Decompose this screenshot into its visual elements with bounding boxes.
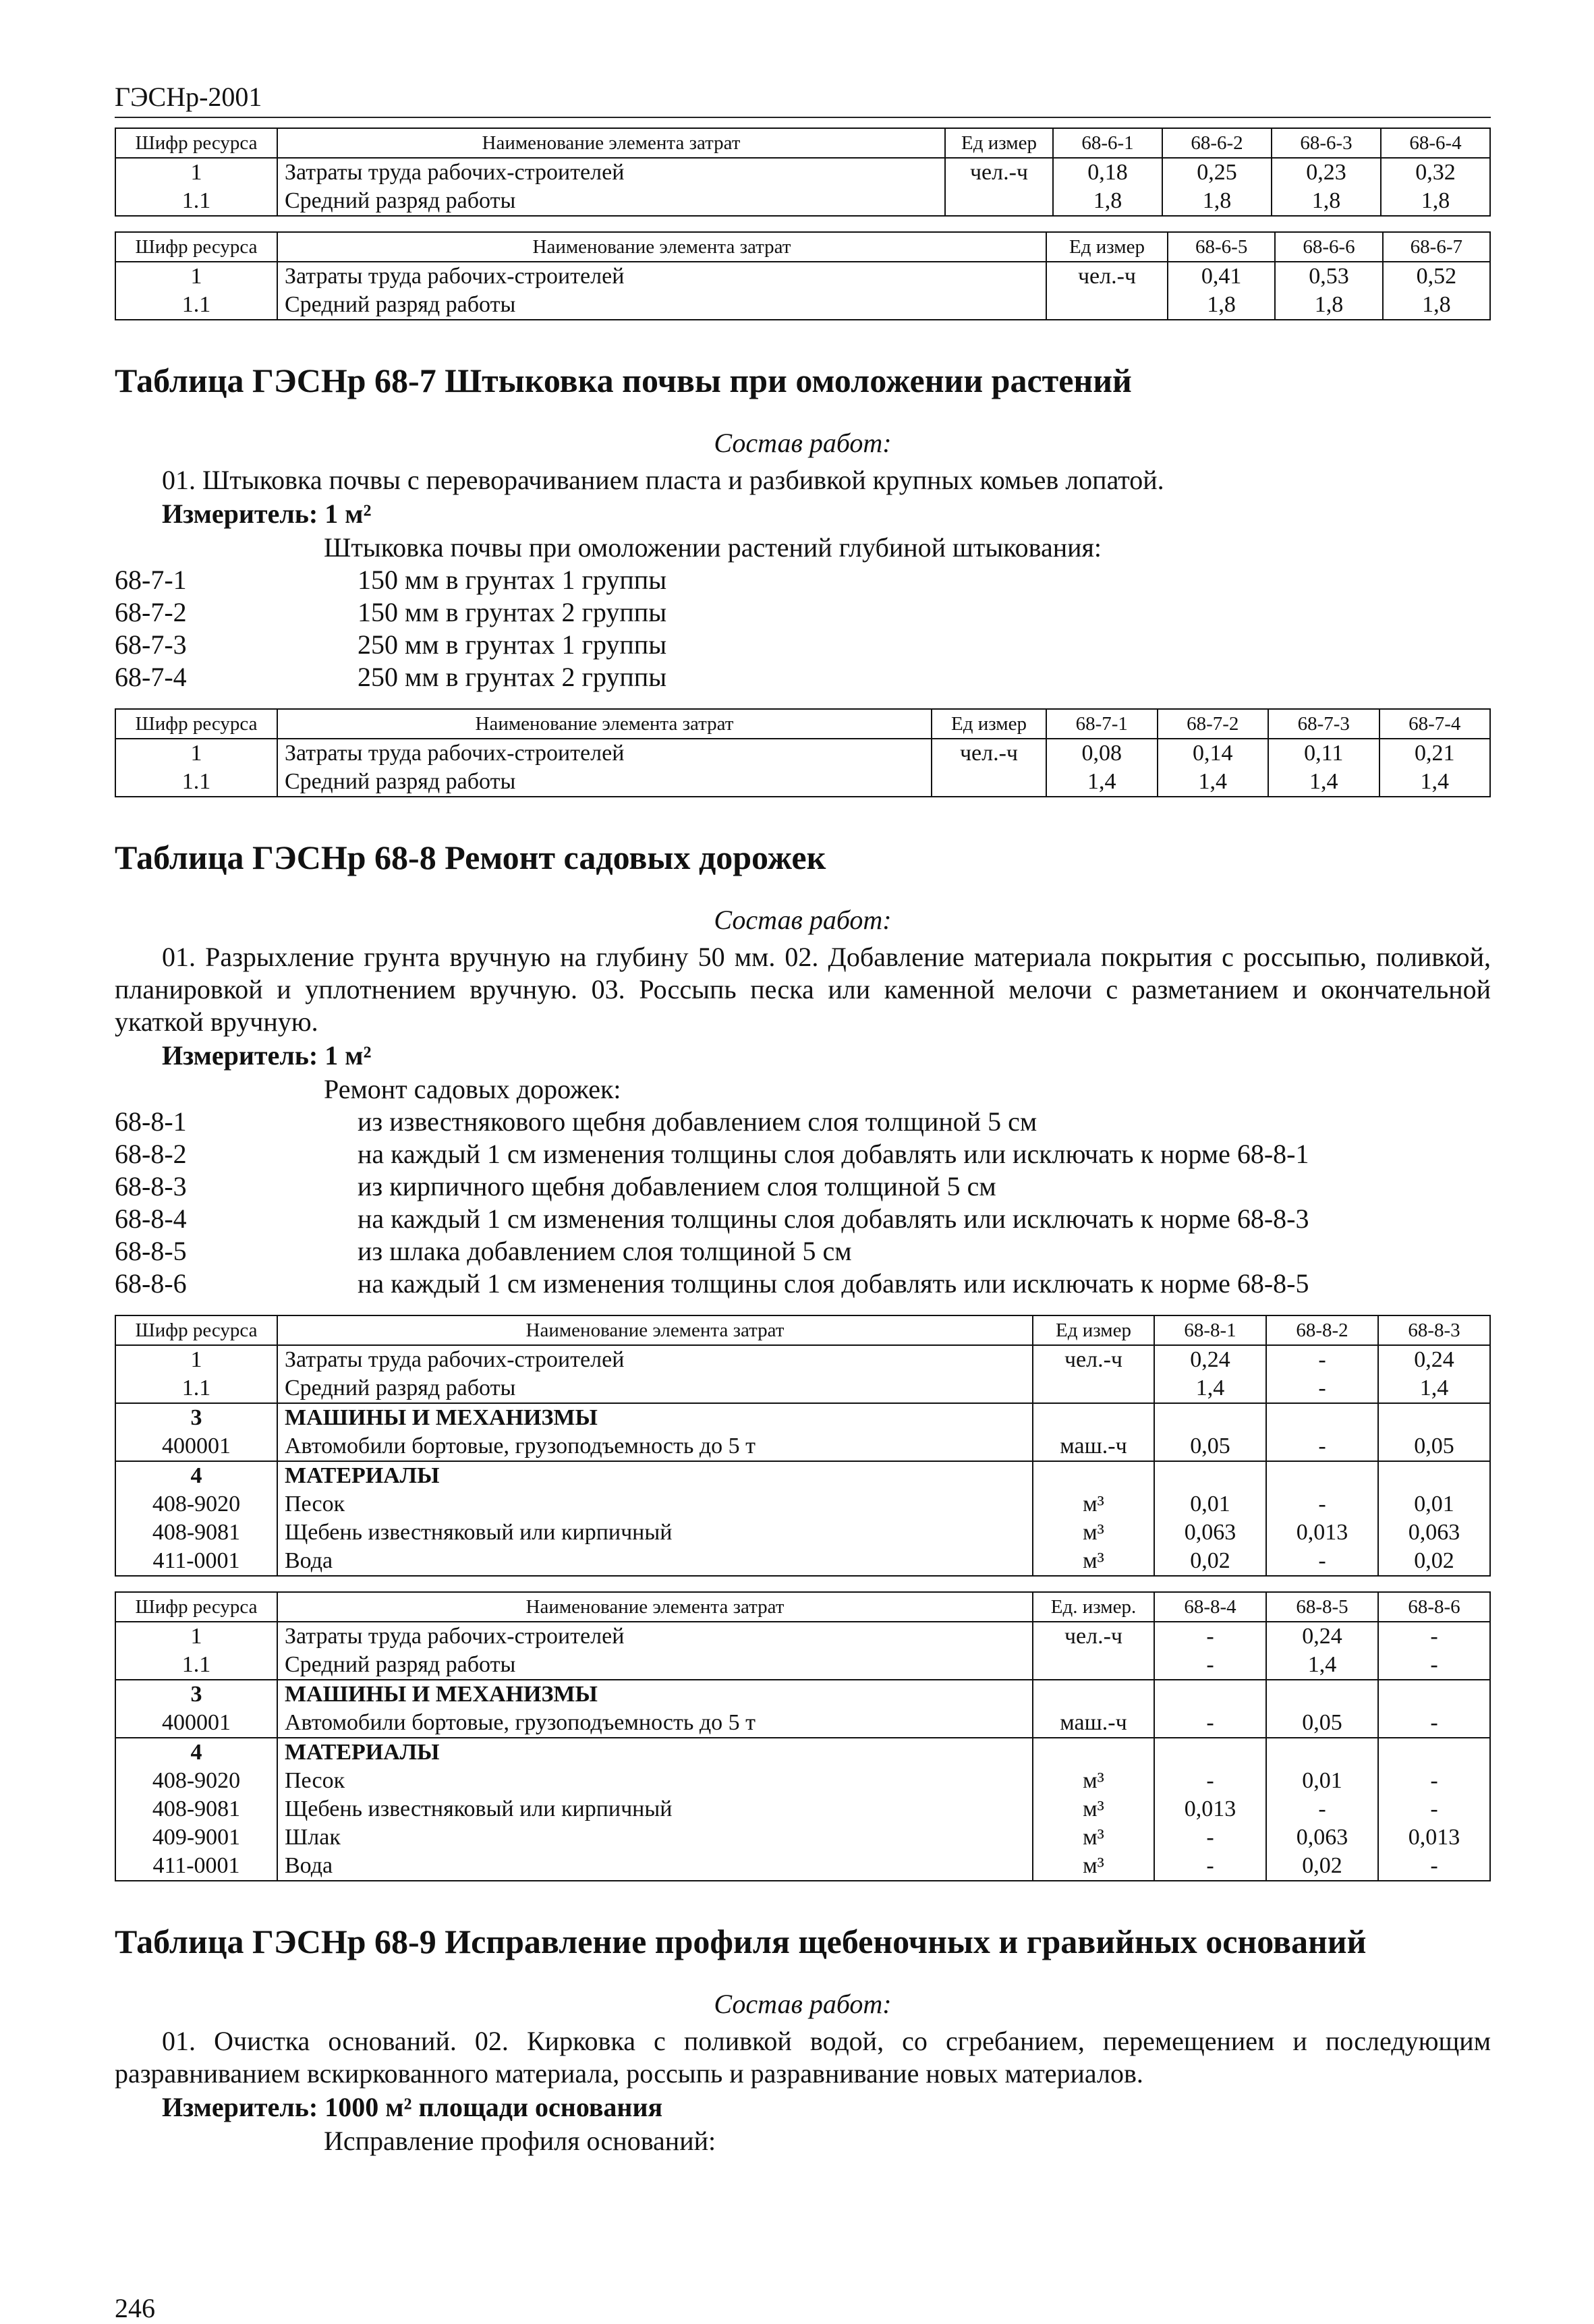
cell: Песок: [277, 1767, 1033, 1795]
cell: 0,02: [1154, 1547, 1266, 1576]
cell: 1.1: [115, 187, 277, 216]
cell: [1046, 291, 1168, 320]
cell: Средний разряд работы: [277, 1374, 1033, 1403]
cell: [1378, 1680, 1490, 1709]
header-cell: Наименование элемента затрат: [277, 128, 945, 158]
cell: 1,4: [1046, 768, 1158, 797]
cell: 1,4: [1266, 1651, 1378, 1680]
cell: 1,4: [1378, 1374, 1490, 1403]
norm-list-lead: Ремонт садовых дорожек:: [324, 1074, 621, 1104]
work-description: 01. Очистка оснований. 02. Кирковка с поливкой водой, со сгребанием, перемещением и последующим разравниванием вскиркованного материала, россыпь и разравнивание новых материалов.: [115, 2026, 1491, 2089]
cell: 0,013: [1266, 1519, 1378, 1547]
cell: [1266, 1403, 1378, 1432]
cell: 0,14: [1158, 739, 1269, 768]
section-title-68-7: Таблица ГЭСНр 68-7 Штыковка почвы при омоложении растений: [115, 362, 1132, 399]
cell: 0,21: [1379, 739, 1491, 768]
header-cell: Шифр ресурса: [115, 128, 277, 158]
header-cell: Наименование элемента затрат: [277, 232, 1046, 262]
cell: -: [1378, 1709, 1490, 1738]
table-68-6-b: [115, 231, 1491, 320]
norm-code: 68-7-1: [115, 565, 187, 595]
cell: 0,01: [1378, 1490, 1490, 1519]
cell: Вода: [277, 1547, 1033, 1576]
cell: 0,013: [1378, 1823, 1490, 1852]
norm-desc: из кирпичного щебня добавлением слоя толщиной 5 см: [358, 1171, 996, 1201]
cell: 0,24: [1154, 1345, 1266, 1374]
cell: [1378, 1403, 1490, 1432]
measure-value: 1000 м² площади основания: [324, 2092, 663, 2122]
cell: [945, 187, 1053, 216]
cell: 0,013: [1154, 1795, 1266, 1823]
header-cell: 68-6-1: [1053, 128, 1162, 158]
cell: Шлак: [277, 1823, 1033, 1852]
header-cell: Наименование элемента затрат: [277, 709, 932, 739]
cell: 0,25: [1162, 158, 1272, 187]
cell: 0,02: [1266, 1852, 1378, 1881]
cell: -: [1154, 1709, 1266, 1738]
cell: м³: [1033, 1852, 1154, 1881]
cell: 1,8: [1275, 291, 1382, 320]
cell: -: [1154, 1622, 1266, 1651]
header-cell: Шифр ресурса: [115, 1592, 277, 1622]
measure-label: Измеритель:: [162, 2092, 318, 2122]
cell: 0,08: [1046, 739, 1158, 768]
section-title-68-9: Таблица ГЭСНр 68-9 Исправление профиля щебеночных и гравийных оснований: [115, 1923, 1367, 1960]
cell: [1033, 1651, 1154, 1680]
cell: Песок: [277, 1490, 1033, 1519]
cell: 408-9020: [115, 1490, 277, 1519]
cell: Щебень известняковый или кирпичный: [277, 1795, 1033, 1823]
cell: [1266, 1738, 1378, 1767]
cell: 1,8: [1272, 187, 1381, 216]
cell: [1033, 1403, 1154, 1432]
norm-code: 68-7-4: [115, 662, 187, 692]
cell: [1378, 1461, 1490, 1490]
table-row: [115, 291, 1490, 320]
table-68-8-a: [115, 1315, 1491, 1577]
table-row: [115, 1738, 1490, 1767]
header-cell: 68-7-4: [1379, 709, 1491, 739]
cell: Вода: [277, 1852, 1033, 1881]
cell: 0,24: [1266, 1622, 1378, 1651]
cell: [1154, 1738, 1266, 1767]
norm-code: 68-7-3: [115, 629, 187, 660]
norm-list-item: [115, 629, 1491, 661]
header-cell: Наименование элемента затрат: [277, 1592, 1033, 1622]
table-row: [115, 1709, 1490, 1738]
cell: 1,4: [1158, 768, 1269, 797]
page-number: 246: [115, 2293, 155, 2323]
norm-code: 68-8-4: [115, 1203, 187, 1234]
cell: Затраты труда рабочих-строителей: [277, 1345, 1033, 1374]
header-cell: 68-8-6: [1378, 1592, 1490, 1622]
cell: 1: [115, 739, 277, 768]
cell: 0,11: [1268, 739, 1379, 768]
cell: 0,05: [1154, 1432, 1266, 1461]
cell: 0,05: [1266, 1709, 1378, 1738]
cell: 0,32: [1381, 158, 1490, 187]
cell: 1.1: [115, 768, 277, 797]
cell: [1033, 1461, 1154, 1490]
cell: -: [1154, 1767, 1266, 1795]
header-cell: Ед измер: [1046, 232, 1168, 262]
table-row: [115, 1823, 1490, 1852]
cell: -: [1266, 1547, 1378, 1576]
norm-list-item: [115, 1138, 1491, 1170]
cell: МАТЕРИАЛЫ: [277, 1738, 1033, 1767]
cell: 1.1: [115, 1651, 277, 1680]
cell: 411-0001: [115, 1547, 277, 1576]
cell: [1378, 1738, 1490, 1767]
table-68-6-a: [115, 127, 1491, 217]
running-header: ГЭСНр-2001: [115, 81, 1491, 118]
norm-desc: из шлака добавлением слоя толщиной 5 см: [358, 1236, 852, 1266]
cell: 1,4: [1379, 768, 1491, 797]
cell: -: [1378, 1767, 1490, 1795]
table-row: [115, 1651, 1490, 1680]
norm-code: 68-8-1: [115, 1106, 187, 1137]
cell: Автомобили бортовые, грузоподъемность до 5 т: [277, 1709, 1033, 1738]
cell: -: [1154, 1823, 1266, 1852]
measure-line: [162, 498, 1491, 530]
cell: -: [1378, 1795, 1490, 1823]
cell: -: [1378, 1852, 1490, 1881]
table-row: [115, 1432, 1490, 1461]
cell: м³: [1033, 1795, 1154, 1823]
cell: 0,41: [1168, 262, 1275, 291]
cell: Средний разряд работы: [277, 187, 945, 216]
cell: 0,05: [1378, 1432, 1490, 1461]
cell: 0,18: [1053, 158, 1162, 187]
table-row: [115, 1374, 1490, 1403]
header-cell: Наименование элемента затрат: [277, 1315, 1033, 1345]
norm-desc: на каждый 1 см изменения толщины слоя добавлять или исключать к норме 68-8-5: [358, 1268, 1309, 1299]
cell: 1,4: [1268, 768, 1379, 797]
cell: 3: [115, 1680, 277, 1709]
header-cell: Ед измер: [1033, 1315, 1154, 1345]
cell: МАШИНЫ И МЕХАНИЗМЫ: [277, 1403, 1033, 1432]
norm-list-item: [115, 1268, 1491, 1300]
cell: [932, 768, 1046, 797]
table-row: [115, 739, 1490, 768]
header-cell: 68-8-5: [1266, 1592, 1378, 1622]
cell: -: [1154, 1852, 1266, 1881]
cell: м³: [1033, 1490, 1154, 1519]
header-cell: 68-7-3: [1268, 709, 1379, 739]
header-cell: 68-7-1: [1046, 709, 1158, 739]
cell: -: [1378, 1622, 1490, 1651]
table-row: [115, 1622, 1490, 1651]
cell: 4: [115, 1461, 277, 1490]
cell: 0,24: [1378, 1345, 1490, 1374]
norm-list-item: [115, 1203, 1491, 1235]
norm-code: 68-8-5: [115, 1236, 187, 1266]
document-page: [115, 81, 1491, 2324]
header-cell: Ед измер: [945, 128, 1053, 158]
norm-list-item: [115, 1106, 1491, 1138]
cell: маш.-ч: [1033, 1709, 1154, 1738]
cell: Затраты труда рабочих-строителей: [277, 262, 1046, 291]
cell: 1,8: [1383, 291, 1490, 320]
header-cell: 68-6-3: [1272, 128, 1381, 158]
cell: 0,53: [1275, 262, 1382, 291]
cell: 0,063: [1378, 1519, 1490, 1547]
cell: 1,8: [1053, 187, 1162, 216]
norm-code: 68-7-2: [115, 597, 187, 627]
sostav-label: Состав работ:: [714, 1989, 892, 2019]
work-description: 01. Штыковка почвы с переворачиванием пласта и разбивкой крупных комьев лопатой.: [162, 465, 1164, 495]
cell: [1154, 1680, 1266, 1709]
norm-code: 68-8-3: [115, 1171, 187, 1201]
cell: [1033, 1680, 1154, 1709]
cell: чел.-ч: [945, 158, 1053, 187]
table-row: [115, 1519, 1490, 1547]
cell: чел.-ч: [1046, 262, 1168, 291]
header-cell: 68-8-3: [1378, 1315, 1490, 1345]
norm-code: 68-8-2: [115, 1139, 187, 1169]
cell: Щебень известняковый или кирпичный: [277, 1519, 1033, 1547]
table-row: [115, 158, 1490, 187]
cell: 411-0001: [115, 1852, 277, 1881]
sostav-label: Состав работ:: [714, 905, 892, 935]
norm-desc: на каждый 1 см изменения толщины слоя добавлять или исключать к норме 68-8-3: [358, 1203, 1309, 1234]
measure-value: 1 м²: [324, 499, 372, 529]
measure-line: [162, 2091, 1491, 2124]
table-row: [115, 1680, 1490, 1709]
cell: [1033, 1374, 1154, 1403]
cell: 408-9020: [115, 1767, 277, 1795]
header-cell: 68-6-6: [1275, 232, 1382, 262]
header-cell: Шифр ресурса: [115, 1315, 277, 1345]
cell: -: [1154, 1651, 1266, 1680]
cell: Затраты труда рабочих-строителей: [277, 158, 945, 187]
header-cell: 68-8-1: [1154, 1315, 1266, 1345]
cell: м³: [1033, 1767, 1154, 1795]
cell: Затраты труда рабочих-строителей: [277, 1622, 1033, 1651]
cell: чел.-ч: [1033, 1345, 1154, 1374]
cell: 0,02: [1378, 1547, 1490, 1576]
norm-list-item: [115, 1170, 1491, 1203]
cell: 1: [115, 262, 277, 291]
measure-value: 1 м²: [324, 1040, 372, 1071]
table-row: [115, 262, 1490, 291]
cell: 1,8: [1168, 291, 1275, 320]
cell: 408-9081: [115, 1795, 277, 1823]
norm-list-item: [115, 596, 1491, 629]
norm-desc: 250 мм в грунтах 1 группы: [358, 629, 667, 660]
header-cell: 68-7-2: [1158, 709, 1269, 739]
table-68-8-b: [115, 1591, 1491, 1881]
table-row: [115, 768, 1490, 797]
cell: Автомобили бортовые, грузоподъемность до 5 т: [277, 1432, 1033, 1461]
cell: -: [1378, 1651, 1490, 1680]
table-row: [115, 1852, 1490, 1881]
header-cell: 68-6-7: [1383, 232, 1490, 262]
header-cell: 68-6-4: [1381, 128, 1490, 158]
cell: Затраты труда рабочих-строителей: [277, 739, 932, 768]
measure-label: Измеритель:: [162, 1040, 318, 1071]
table-row: [115, 1461, 1490, 1490]
table-row: [115, 1547, 1490, 1576]
cell: 1,8: [1381, 187, 1490, 216]
header-cell: 68-6-5: [1168, 232, 1275, 262]
cell: маш.-ч: [1033, 1432, 1154, 1461]
norm-list-item: [115, 564, 1491, 596]
cell: 0,063: [1266, 1823, 1378, 1852]
table-row: [115, 1795, 1490, 1823]
cell: -: [1266, 1432, 1378, 1461]
cell: [1033, 1738, 1154, 1767]
cell: 0,063: [1154, 1519, 1266, 1547]
cell: МАТЕРИАЛЫ: [277, 1461, 1033, 1490]
norm-desc: на каждый 1 см изменения толщины слоя добавлять или исключать к норме 68-8-1: [358, 1139, 1309, 1169]
norm-list-item: [115, 661, 1491, 693]
cell: 1.1: [115, 1374, 277, 1403]
header-cell: Шифр ресурса: [115, 709, 277, 739]
header-cell: 68-6-2: [1162, 128, 1272, 158]
norm-desc: 150 мм в грунтах 2 группы: [358, 597, 667, 627]
cell: [1266, 1461, 1378, 1490]
cell: 0,01: [1154, 1490, 1266, 1519]
cell: 1,8: [1162, 187, 1272, 216]
table-row: [115, 187, 1490, 216]
header-cell: Ед измер: [932, 709, 1046, 739]
header-cell: 68-8-2: [1266, 1315, 1378, 1345]
norm-list-lead: Штыковка почвы при омоложении растений глубиной штыкования:: [324, 532, 1102, 563]
sostav-label: Состав работ:: [714, 428, 892, 458]
table-row: [115, 1403, 1490, 1432]
cell: 408-9081: [115, 1519, 277, 1547]
cell: 1,4: [1154, 1374, 1266, 1403]
header-cell: Ед. измер.: [1033, 1592, 1154, 1622]
cell: 1: [115, 1345, 277, 1374]
norm-desc: 150 мм в грунтах 1 группы: [358, 565, 667, 595]
cell: -: [1266, 1490, 1378, 1519]
cell: 0,52: [1383, 262, 1490, 291]
norm-list-item: [115, 1235, 1491, 1268]
cell: м³: [1033, 1547, 1154, 1576]
measure-label: Измеритель:: [162, 499, 318, 529]
header-cell: Шифр ресурса: [115, 232, 277, 262]
cell: 1: [115, 1622, 277, 1651]
norm-desc: 250 мм в грунтах 2 группы: [358, 662, 667, 692]
cell: -: [1266, 1795, 1378, 1823]
cell: 4: [115, 1738, 277, 1767]
cell: Средний разряд работы: [277, 768, 932, 797]
cell: Средний разряд работы: [277, 291, 1046, 320]
table-row: [115, 1345, 1490, 1374]
cell: 3: [115, 1403, 277, 1432]
cell: чел.-ч: [932, 739, 1046, 768]
cell: м³: [1033, 1823, 1154, 1852]
cell: -: [1266, 1345, 1378, 1374]
cell: -: [1266, 1374, 1378, 1403]
cell: 400001: [115, 1432, 277, 1461]
cell: 409-9001: [115, 1823, 277, 1852]
cell: Средний разряд работы: [277, 1651, 1033, 1680]
cell: [1154, 1403, 1266, 1432]
measure-line: [162, 1040, 1491, 1072]
cell: МАШИНЫ И МЕХАНИЗМЫ: [277, 1680, 1033, 1709]
cell: 1: [115, 158, 277, 187]
cell: м³: [1033, 1519, 1154, 1547]
table-68-7: [115, 708, 1491, 797]
table-row: [115, 1767, 1490, 1795]
cell: чел.-ч: [1033, 1622, 1154, 1651]
header-cell: 68-8-4: [1154, 1592, 1266, 1622]
table-row: [115, 1490, 1490, 1519]
cell: 0,23: [1272, 158, 1381, 187]
section-title-68-8: Таблица ГЭСНр 68-8 Ремонт садовых дорожек: [115, 839, 826, 876]
cell: 400001: [115, 1709, 277, 1738]
norm-list-lead: Исправление профиля оснований:: [324, 2126, 716, 2156]
work-description: 01. Разрыхление грунта вручную на глубину 50 мм. 02. Добавление материала покрытия с россыпью, поливкой, планировкой и уплотнением вручную. 03. Россыпь песка или каменной мелочи с разметанием и окончательной укаткой вручную.: [115, 942, 1491, 1037]
cell: [1266, 1680, 1378, 1709]
norm-desc: из известнякового щебня добавлением слоя толщиной 5 см: [358, 1106, 1037, 1137]
norm-code: 68-8-6: [115, 1268, 187, 1299]
cell: 1.1: [115, 291, 277, 320]
cell: 0,01: [1266, 1767, 1378, 1795]
cell: [1154, 1461, 1266, 1490]
